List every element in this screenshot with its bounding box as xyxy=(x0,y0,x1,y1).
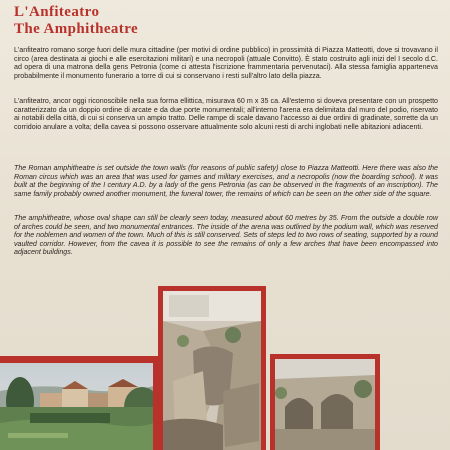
italian-paragraph-1: L'anfiteatro romano sorge fuori delle mura cittadine (per motivi di ordine pubblico) in prossimità di Piazza Matteotti, dove si trovavano il circo (area destinata ai giochi e alle esercitazioni militari) e una necropoli (attuale Convitto). È stato costruito agli inizi del I secolo d.C. ad opera di una matrona della gens Petronia (come ci attesta l'iscrizione frammentaria pervenutaci). Alla stessa famiglia apparteneva probabilmente il monumento funerario a torre di cui si conservano i resti sull'altro lato della piazza. xyxy=(14,46,438,80)
italian-paragraph-2: L'anfiteatro, ancor oggi riconoscibile nella sua forma ellittica, misurava 60 m x 35 ca. All'esterno si doveva presentare con un prospetto caratterizzato da un doppio ordine di arcate e da due porte monumentali; all'interno l'arena era delimitata dal muro del podio, riservato ai notabili della città, di cui si conserva un ampio tratto. Delle rampe di scale davano l'accesso ai due ordini di gradinate, sorrette da un corridoio anulare a volta; della cavea si possono osservare attualmente solo alcuni resti di archi inglobati nelle abitazioni adiacenti. xyxy=(14,97,438,131)
town-view-photo xyxy=(0,358,158,450)
amphitheatre-remains-photo xyxy=(158,286,266,450)
title-italian: L'Anfiteatro xyxy=(14,4,100,20)
embedded-arches-photo xyxy=(270,354,380,450)
amphitheatre-remains-image xyxy=(163,291,261,450)
embedded-arches-image xyxy=(275,359,375,450)
english-paragraph-2: The amphitheatre, whose oval shape can still be clearly seen today, measured about 60 metres by 35. From the outside a double row of arches could be seen, and two monumental entrances. The inside of the arena was outlined by the podium wall, which was reserved for the noblemen and women of the town. Much of this is still conserved. Sets of steps led to two rows of seating, supported by a round vaulted corridor. However, from the cavea it is possible to see the remains of only a few arches that have been encompassed into adjacent buildings. xyxy=(14,214,438,257)
english-paragraph-1: The Roman amphitheatre is set outside the town walls (for reasons of public safety) close to Piazza Matteotti. Here there was also the Roman circus which was an area that was used for games and military exercises, and a necropolis (now the boarding school). It was built at the beginning of the I century A.D. by a lady of the gens Petronia (as can be observed in the fragments of an inscription). The same family probably owned another monument, the funeral tower, the remains of which can be seen on the other side of the square. xyxy=(14,164,438,198)
town-view-image xyxy=(0,363,158,450)
title-english: The Amphitheatre xyxy=(14,21,139,37)
